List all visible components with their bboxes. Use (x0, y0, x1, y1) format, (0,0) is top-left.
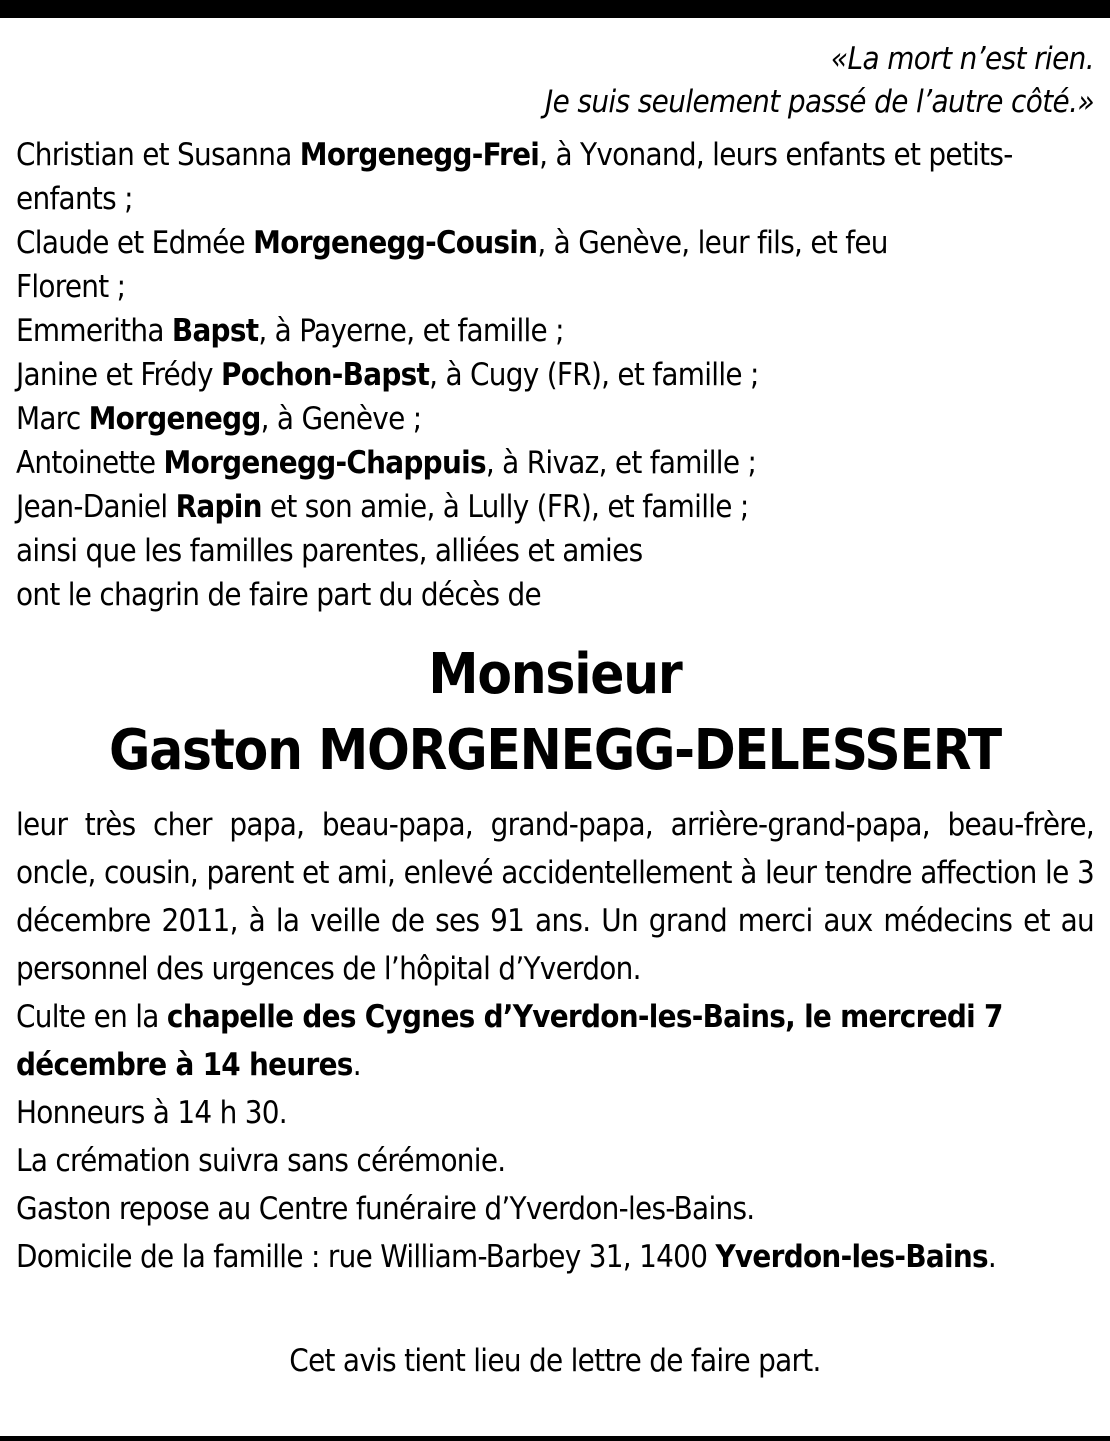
top-rule (0, 0, 1110, 18)
epigraph (16, 38, 1094, 124)
family-entry: Claude et Edmée Morgenegg-Cousin, à Genève, leur fils, et feu Florent ; (16, 225, 888, 305)
family-entry: Antoinette Morgenegg-Chappuis, à Rivaz, et famille ; (16, 445, 757, 481)
family-entry: Christian et Susanna Morgenegg-Frei, à Yvonand, leurs enfants et petits-enfants ; (16, 137, 1013, 217)
announcement-line: ont le chagrin de faire part du décès de (16, 577, 541, 613)
family-name: Bapst (171, 313, 259, 349)
rest-place-line: Gaston repose au Centre funéraire d’Yverdon-les-Bains. (16, 1191, 755, 1227)
service-place-time: chapelle des Cygnes d’Yverdon-les-Bains, le mercredi 7 décembre à 14 heures (16, 999, 1003, 1083)
address-line: Domicile de la famille : rue William-Barbey 31, 1400 Yverdon-les-Bains. (16, 1239, 997, 1275)
cremation-line: La crémation suivra sans cérémonie. (16, 1143, 506, 1179)
address-city: Yverdon-les-Bains (715, 1239, 988, 1275)
deceased-name: Gaston MORGENEGG-DELESSERT (109, 718, 1001, 783)
family-name: Pochon-Bapst (220, 357, 430, 393)
relatives-line: ainsi que les familles parentes, alliées et amies (16, 533, 643, 569)
tribute-text (16, 801, 1094, 993)
family-name: Morgenegg-Chappuis (163, 445, 486, 481)
service-line: Culte en la chapelle des Cygnes d’Yverdon-les-Bains, le mercredi 7 décembre à 14 heures. (16, 999, 1003, 1083)
thanks: Un grand merci aux médecins et au personnel des urgences de l’hôpital d’Yverdon. (16, 903, 1095, 987)
family-list (16, 133, 1094, 617)
family-entry: Emmeritha Bapst, à Payerne, et famille ; (16, 313, 564, 349)
closing-note: Cet avis tient lieu de lettre de faire part. (289, 1343, 821, 1379)
family-name: Morgenegg-Frei (299, 137, 540, 173)
service-details (16, 993, 1094, 1281)
family-entry: Jean-Daniel Rapin et son amie, à Lully (FR), et famille ; (16, 489, 749, 525)
honours-line: Honneurs à 14 h 30. (16, 1095, 287, 1131)
bottom-rule (0, 1436, 1110, 1441)
epigraph-line-2: Je suis seulement passé de l’autre côté.» (544, 84, 1094, 120)
family-entry: Janine et Frédy Pochon-Bapst, à Cugy (FR), et famille ; (16, 357, 759, 393)
family-name: Morgenegg (88, 401, 261, 437)
epigraph-line-1: «La mort n’est rien. (830, 41, 1094, 77)
deceased-block (16, 637, 1094, 789)
family-name: Rapin (175, 489, 262, 525)
family-entry: Marc Morgenegg, à Genève ; (16, 401, 422, 437)
death-notice (16, 38, 1094, 1281)
family-name: Morgenegg-Cousin (253, 225, 538, 261)
tribute: leur très cher papa, beau-papa, grand-papa, arrière-grand-papa, beau-frère, oncle, cousin, parent et ami, enlevé accidentellement à leur tendre affection le 3 décembre 2011, à la veille de ses 91 ans. (16, 807, 1094, 939)
deceased-title: Monsieur (428, 642, 682, 707)
